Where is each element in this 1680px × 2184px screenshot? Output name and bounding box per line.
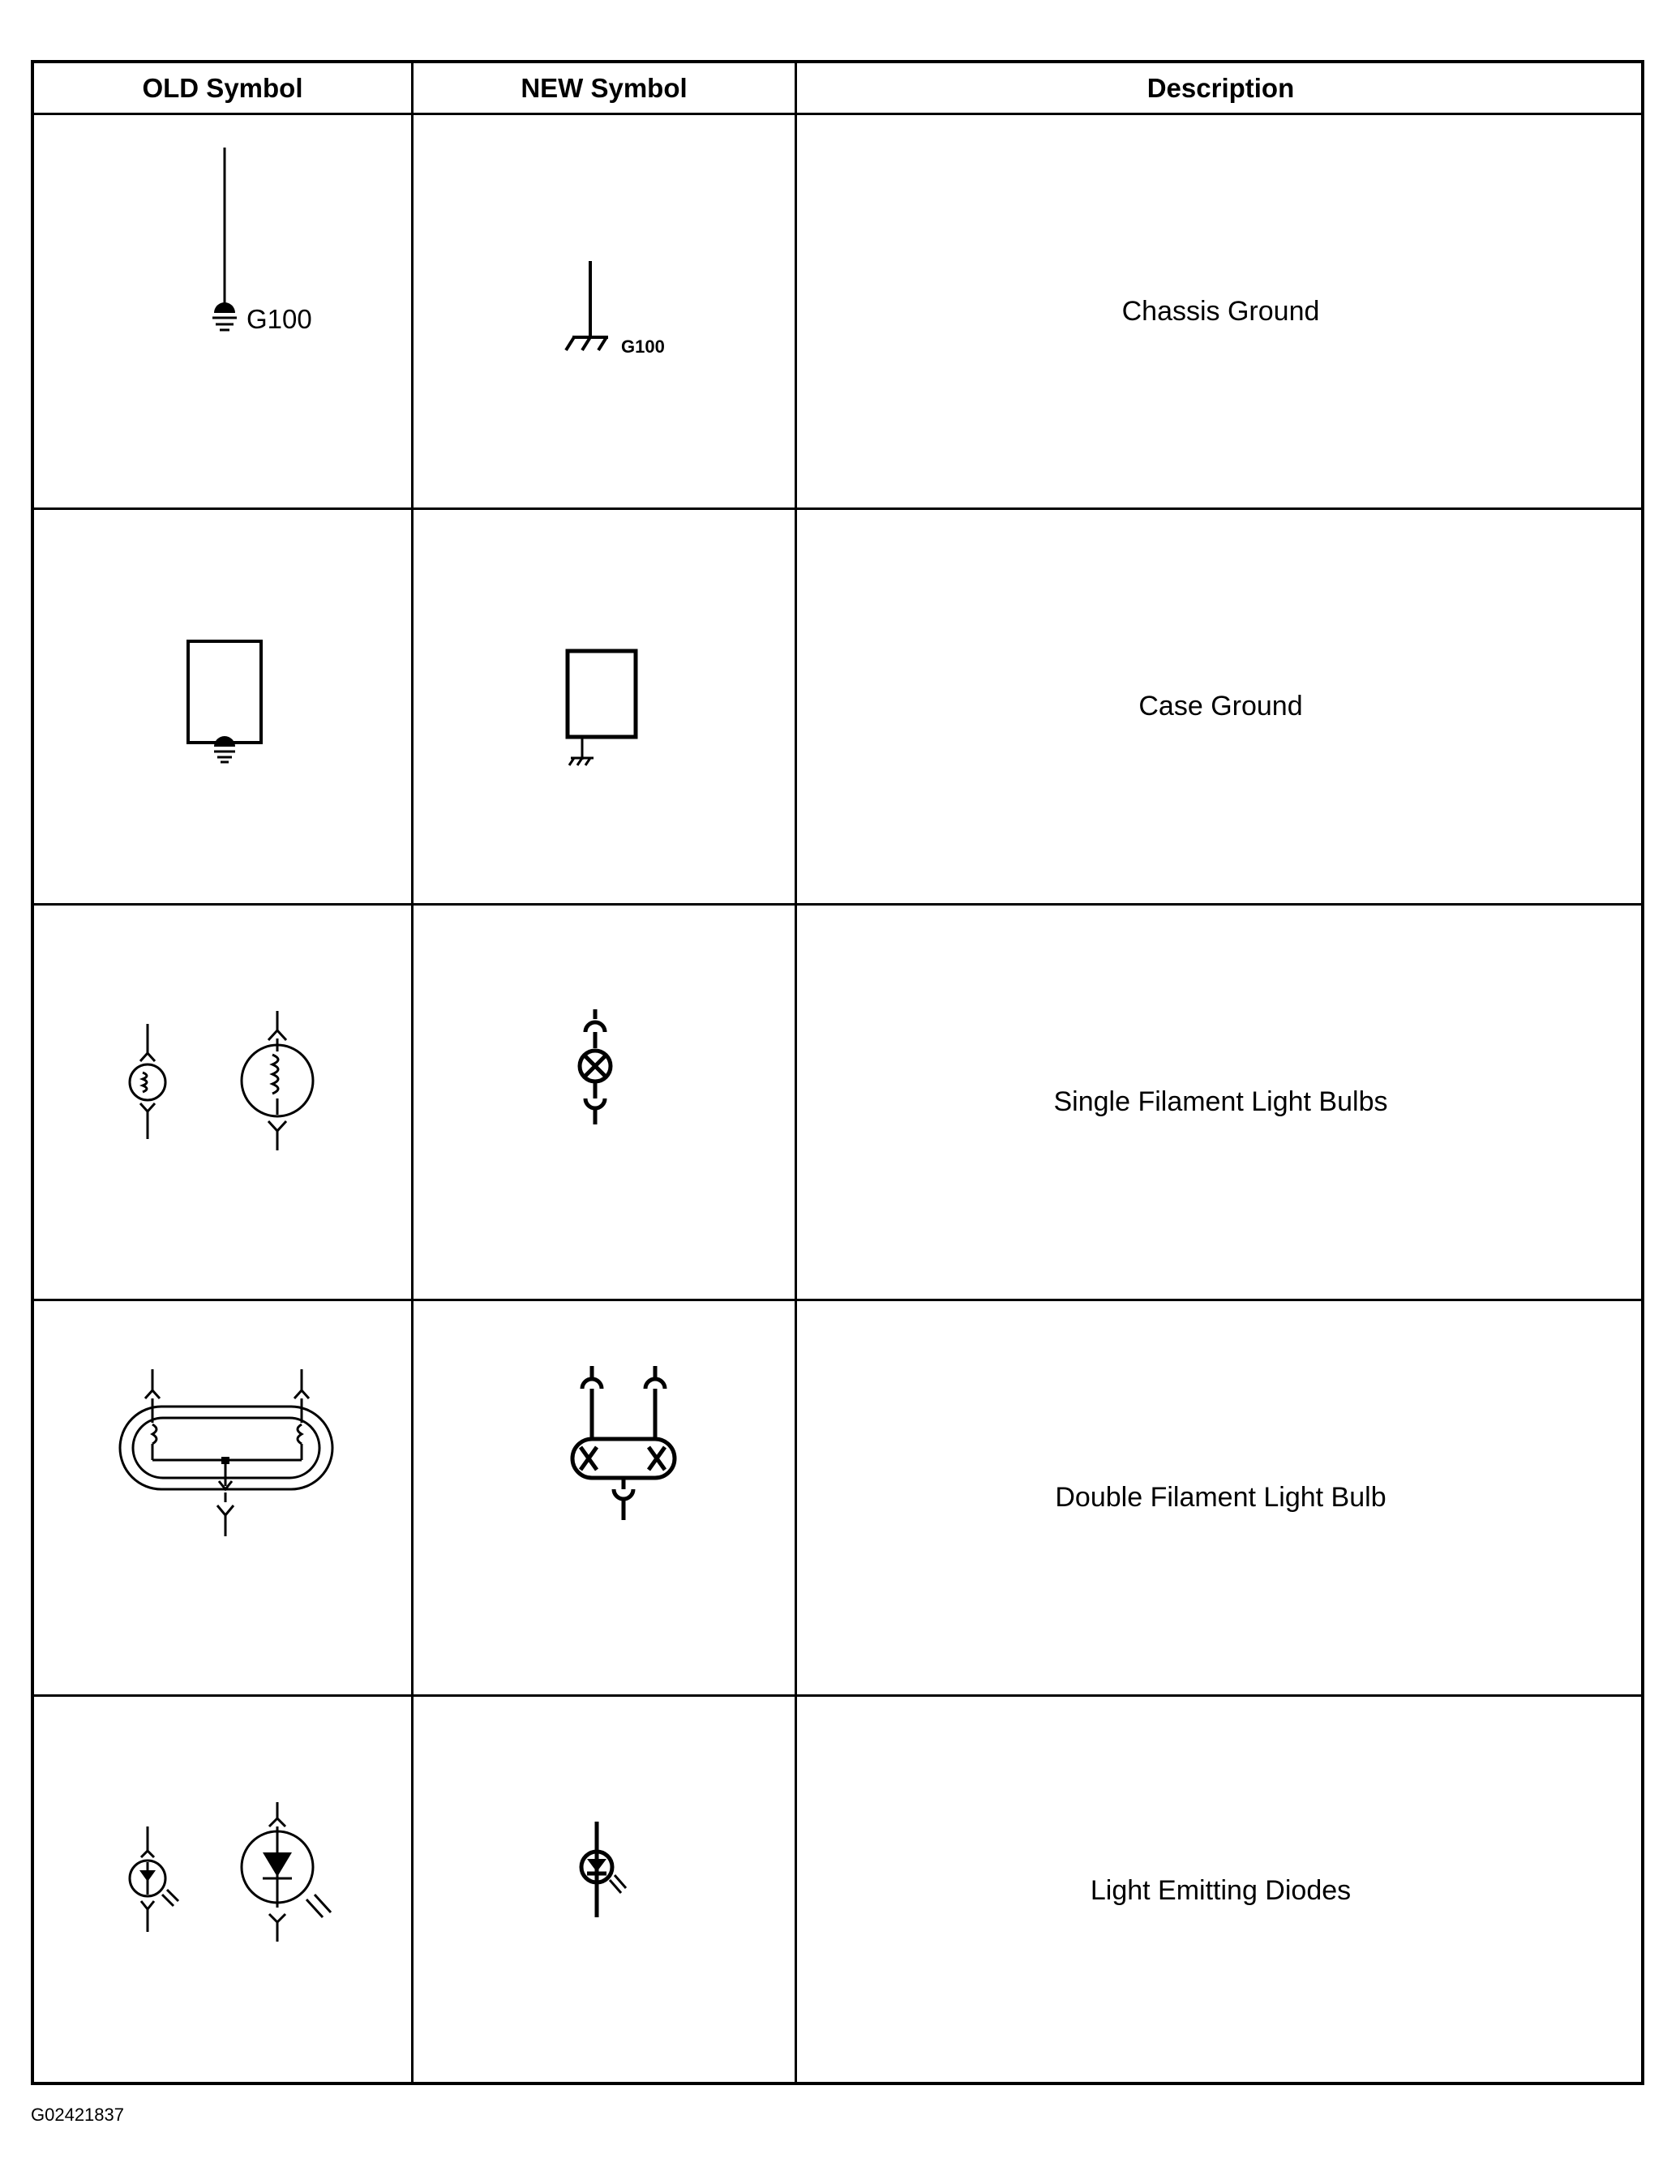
header-old-symbol: OLD Symbol bbox=[142, 73, 303, 103]
old-single-filament-bulb-symbols bbox=[34, 906, 411, 1299]
new-chassis-ground-label: G100 bbox=[621, 336, 665, 357]
old-double-filament-bulb-symbol bbox=[34, 1301, 411, 1694]
header-new-symbol: NEW Symbol bbox=[521, 73, 688, 103]
description-double-filament: Double Filament Light Bulb bbox=[1055, 1482, 1386, 1513]
old-chassis-ground-label: G100 bbox=[246, 304, 312, 334]
symbol-table bbox=[31, 60, 1644, 2085]
old-chassis-ground-symbol bbox=[34, 115, 411, 507]
new-led-symbol bbox=[414, 1697, 795, 2085]
description-chassis-ground: Chassis Ground bbox=[1121, 295, 1320, 327]
description-leds: Light Emitting Diodes bbox=[1090, 1875, 1352, 1906]
new-single-filament-bulb-symbol bbox=[414, 906, 795, 1299]
old-case-ground-symbol bbox=[34, 510, 411, 903]
new-double-filament-bulb-symbol bbox=[414, 1301, 795, 1694]
old-led-symbols bbox=[34, 1697, 411, 2085]
header-description: Description bbox=[1146, 73, 1295, 103]
new-case-ground-symbol bbox=[414, 510, 795, 903]
description-single-filament: Single Filament Light Bulbs bbox=[1053, 1086, 1388, 1117]
new-chassis-ground-symbol bbox=[414, 115, 795, 507]
figure-id: G02421837 bbox=[31, 2105, 124, 2125]
description-case-ground: Case Ground bbox=[1138, 691, 1303, 722]
